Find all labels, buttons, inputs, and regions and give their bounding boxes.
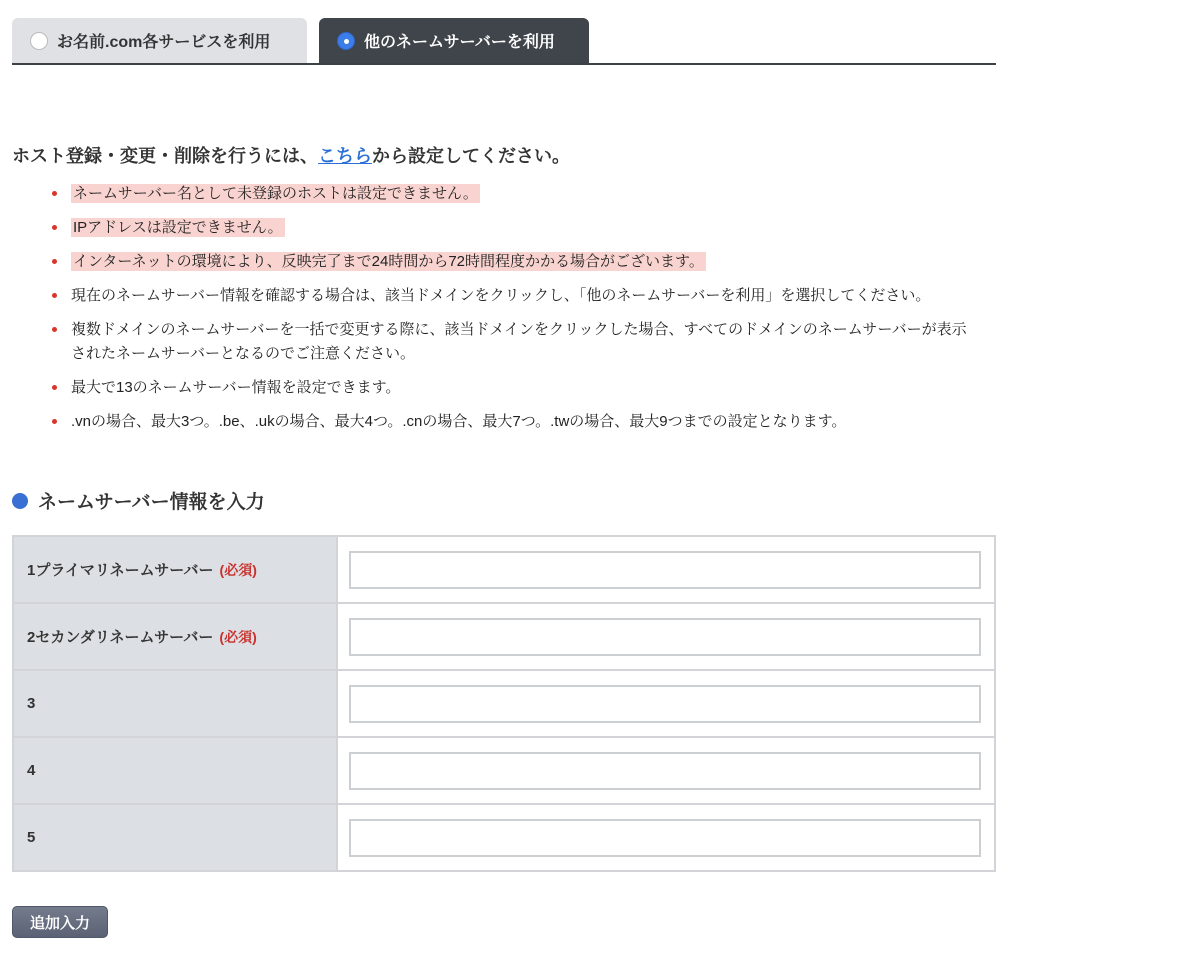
table-row <box>13 536 995 603</box>
section-title: ネームサーバー情報を入力 <box>38 492 265 513</box>
table-row <box>13 804 995 871</box>
required-badge: (必須) <box>219 562 257 578</box>
list-item <box>50 284 980 308</box>
tab-other-nameservers[interactable] <box>319 18 589 63</box>
notes-list <box>50 182 980 444</box>
row-label <box>13 737 337 804</box>
required-badge: (必須) <box>219 629 257 645</box>
host-settings-instruction <box>12 142 570 168</box>
nameserver-4-input[interactable] <box>349 752 981 790</box>
row-label <box>13 603 337 670</box>
nameserver-form-table <box>12 535 996 872</box>
intro-text: ホスト登録・変更・削除を行うには、 <box>12 146 318 166</box>
intro-text: から設定してください。 <box>372 146 570 166</box>
nameserver-3-input[interactable] <box>349 685 981 723</box>
label-text: 2セカンダリネームサーバー <box>27 629 214 646</box>
row-value <box>337 670 995 737</box>
host-settings-link[interactable]: こちら <box>318 146 372 166</box>
row-value <box>337 804 995 871</box>
row-label <box>13 804 337 871</box>
label-text: 4 <box>27 762 36 779</box>
tab-label: 他のネームサーバーを利用 <box>364 34 555 51</box>
note-text: 複数ドメインのネームサーバーを一括で変更する際に、該当ドメインをクリックした場合、すべてのドメインのネームサーバーが表示されたネームサーバーとなるのでご注意ください。 <box>71 321 967 362</box>
row-value <box>337 536 995 603</box>
tab-label: お名前.com各サービスを利用 <box>57 34 271 51</box>
row-label <box>13 536 337 603</box>
label-text: 3 <box>27 695 36 712</box>
table-row <box>13 737 995 804</box>
row-value <box>337 737 995 804</box>
row-value <box>337 603 995 670</box>
nameserver-5-input[interactable] <box>349 819 981 857</box>
radio-unchecked-icon[interactable] <box>30 32 48 50</box>
note-text: ネームサーバー名として未登録のホストは設定できません。 <box>73 185 478 202</box>
nameserver-tabs <box>12 18 996 65</box>
label-text: 5 <box>27 829 36 846</box>
list-item <box>50 318 980 366</box>
section-heading <box>12 487 265 514</box>
label-text: 1プライマリネームサーバー <box>27 562 214 579</box>
list-item <box>50 182 980 206</box>
list-item <box>50 376 980 400</box>
note-text: インターネットの環境により、反映完了まで24時間から72時間程度かかる場合がございます。 <box>73 253 704 270</box>
table-row <box>13 603 995 670</box>
note-text: 現在のネームサーバー情報を確認する場合は、該当ドメインをクリックし、「他のネームサーバーを利用」を選択してください。 <box>71 287 931 304</box>
nameserver-2-input[interactable] <box>349 618 981 656</box>
bullet-dot-icon <box>12 493 28 509</box>
list-item <box>50 216 980 240</box>
row-label <box>13 670 337 737</box>
note-text: 最大で13のネームサーバー情報を設定できます。 <box>71 379 401 396</box>
list-item <box>50 250 980 274</box>
table-row <box>13 670 995 737</box>
radio-checked-icon[interactable] <box>337 32 355 50</box>
tab-onamae-services[interactable] <box>12 18 307 63</box>
nameserver-1-input[interactable] <box>349 551 981 589</box>
note-text: IPアドレスは設定できません。 <box>73 219 283 236</box>
add-input-button[interactable]: 追加入力 <box>12 906 108 938</box>
list-item <box>50 410 980 434</box>
note-text: .vnの場合、最大3つ。.be、.ukの場合、最大4つ。.cnの場合、最大7つ。.twの場合、最大9つまでの設定となります。 <box>71 413 847 430</box>
